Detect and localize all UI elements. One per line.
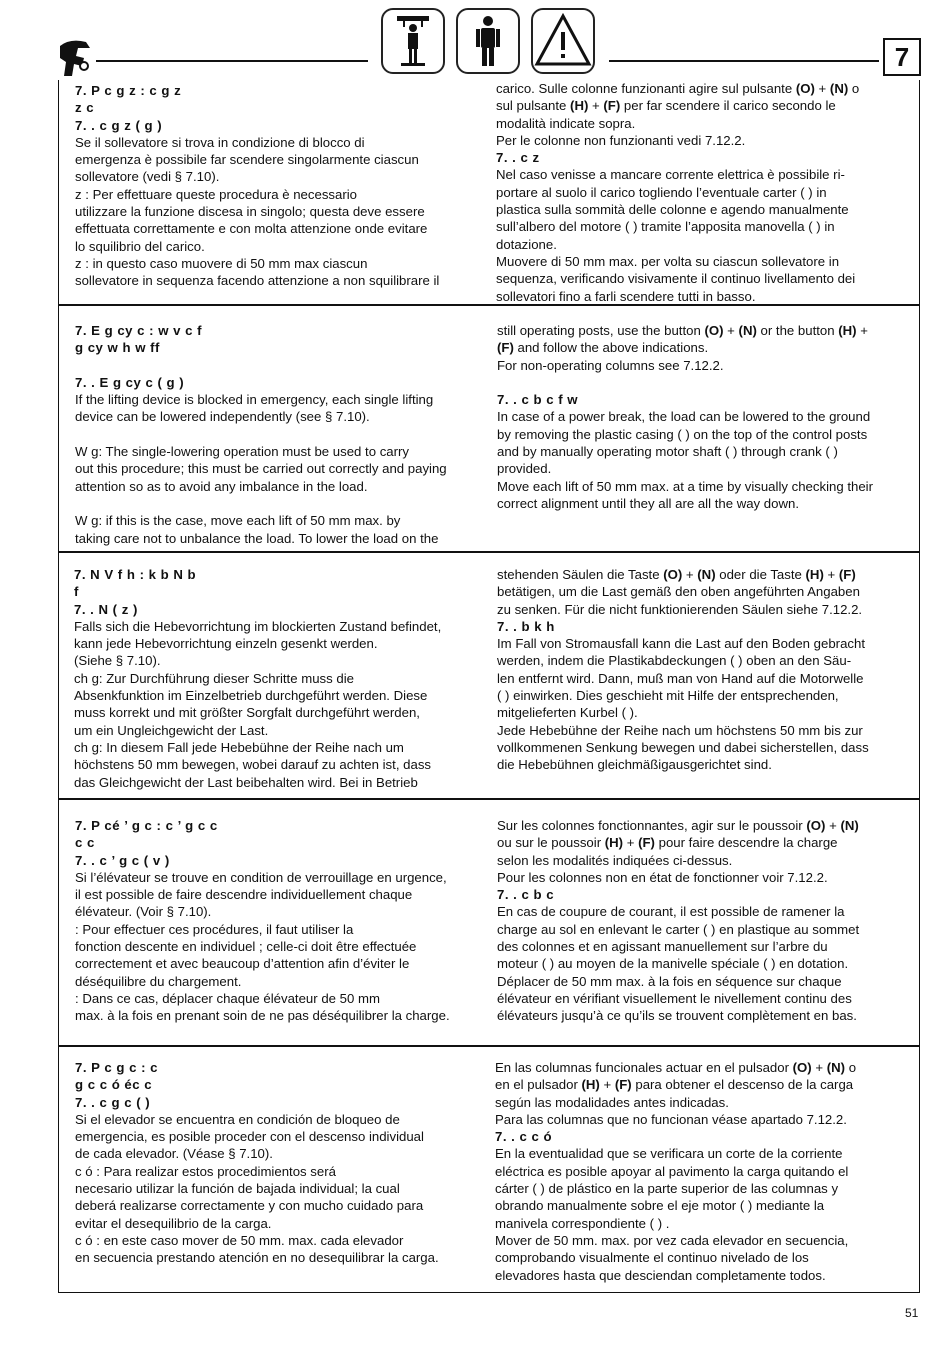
text-line: ch g: In diesem Fall jede Hebebühne der Reihe nach um bbox=[74, 739, 404, 755]
text-line: Sur les colonnes fonctionnantes, agir sur le poussoir (O) + (N) bbox=[497, 818, 859, 833]
text-line: Jede Hebebühne der Reihe nach um höchstens 50 mm bis zur bbox=[497, 722, 863, 738]
text-line: modalità indicate sopra. bbox=[496, 115, 636, 131]
subsection-heading: 7. . c c ó bbox=[495, 1129, 553, 1145]
text-line: um ein Ungleichgewicht der Last. bbox=[74, 722, 269, 738]
text-line: taking care not to unbalance the load. To lower the load on the bbox=[75, 530, 439, 546]
text-line: das Gleichgewicht der Last beibehalten wird. Bei in Betrieb bbox=[74, 774, 418, 790]
text-line: déséquilibre du chargement. bbox=[75, 973, 242, 989]
text-line: deberá realizarse correctamente y con mucho cuidado para bbox=[75, 1198, 424, 1214]
text-line: Se il sollevatore si trova in condizione di blocco di bbox=[75, 134, 365, 150]
text-line: il est possible de faire descendre individuellement chaque bbox=[75, 887, 413, 903]
subsection-heading: 7. . c g z ( g ) bbox=[75, 117, 163, 133]
section-french-left bbox=[75, 817, 450, 1025]
text-line: Per le colonne non funzionanti vedi 7.12.2. bbox=[496, 132, 746, 148]
section-heading: g cy w h w ff bbox=[75, 340, 160, 356]
text-line: manivela correspondiente ( ) . bbox=[495, 1215, 670, 1231]
text-line: correct alignment until they all are all the way down. bbox=[497, 495, 799, 511]
text-line: necesario utilizar la función de bajada individual; la cual bbox=[75, 1181, 400, 1197]
text-line: effettuata correttamente e con molta attenzione onde evitare bbox=[75, 221, 428, 237]
subsection-heading: 7. . N ( z ) bbox=[74, 601, 138, 617]
section-heading: 7. N V f h : k b N b bbox=[74, 567, 197, 582]
text-line: en el pulsador (H) + (F) para obtener el descenso de la carga bbox=[495, 1077, 854, 1093]
text-line: Absenkfunktion im Einzelbetrieb durchgeführt werden. Diese bbox=[74, 688, 428, 704]
text-line: zu senken. Für die nicht funktionierenden Säulen siehe 7.12.2. bbox=[497, 601, 863, 617]
text-line: emergencia, es posible proceder con el descenso individual bbox=[75, 1129, 424, 1145]
section-heading: g c c ó éc c bbox=[75, 1077, 153, 1093]
text-line: : Pour effectuer ces procédures, il faut utiliser la bbox=[75, 921, 354, 937]
section-spanish-right bbox=[495, 1059, 856, 1284]
text-line: Im Fall von Stromausfall kann die Last auf den Boden gebracht bbox=[497, 636, 866, 652]
text-line: ch g: Zur Durchführung dieser Schritte muss die bbox=[74, 670, 354, 686]
text-line: En cas de coupure de courant, il est possible de ramener la bbox=[497, 904, 845, 920]
text-line: Si l’élévateur se trouve en condition de verrouillage en urgence, bbox=[75, 869, 447, 885]
text-line: sollevatori fino a farli scendere tutti in basso. bbox=[496, 288, 756, 304]
text-line: sollevatore (vedi § 7.10). bbox=[75, 169, 220, 185]
text-line: según las modalidades antes indicadas. bbox=[495, 1094, 729, 1110]
subsection-heading: 7. . c ’ g c ( v ) bbox=[75, 852, 170, 868]
header-rule-left bbox=[96, 60, 368, 62]
text-line: Move each lift of 50 mm max. at a time by visually checking their bbox=[497, 478, 873, 494]
section-divider bbox=[58, 1045, 920, 1047]
text-line: (Siehe § 7.10). bbox=[74, 653, 161, 669]
section-divider bbox=[58, 798, 920, 800]
operator-icon bbox=[381, 8, 445, 74]
manufacturer-logo-icon bbox=[56, 36, 96, 78]
section-heading: 7. P cé ’ g c : c ’ g c c bbox=[75, 818, 218, 833]
text-line: utilizzare la funzione discesa in singolo; questa deve essere bbox=[75, 204, 425, 220]
text-line: Muovere di 50 mm max. per volta su ciascun sollevatore in bbox=[496, 253, 840, 269]
text-line: attention so as to avoid any imbalance in the load. bbox=[75, 478, 368, 494]
text-line: plastica sulla sommità delle colonne e agendo manualmente bbox=[496, 202, 849, 218]
person-icon bbox=[456, 8, 520, 74]
section-italian-right bbox=[496, 80, 859, 305]
text-line: If the lifting device is blocked in emergency, each single lifting bbox=[75, 392, 434, 408]
text-line: provided. bbox=[497, 461, 552, 477]
text-line: z : Per effettuare queste procedura è necessario bbox=[75, 186, 357, 202]
text-line: emergenza è possibile far scendere singolarmente ciascun bbox=[75, 152, 419, 168]
section-german-left bbox=[74, 566, 441, 791]
text-line: sul pulsante (H) + (F) per far scendere il carico secondo le bbox=[496, 98, 836, 114]
text-line: sequenza, verificando visivamente il continuo livellamento dei bbox=[496, 271, 856, 287]
text-line: ( ) einwirken. Dies geschieht mit Hilfe der entsprechenden, bbox=[497, 688, 839, 704]
text-line: werden, indem die Plastikabdeckungen ( ) oben an den Säu- bbox=[497, 653, 852, 669]
text-line: and by manually operating motor shaft ( ) through crank ( ) bbox=[497, 444, 838, 460]
section-heading: 7. E g cy c : w v c f bbox=[75, 323, 203, 338]
text-line: device can be lowered independently (see § 7.10). bbox=[75, 409, 370, 425]
text-line: sollevatore in sequenza facendo attenzione a non squilibrare il bbox=[75, 273, 440, 289]
text-line: die Hebebühnen gleichmäßigausgerichtet sind. bbox=[497, 757, 772, 773]
text-line: eléctrica es posible apoyar al pavimento la carga quitando el bbox=[495, 1163, 849, 1179]
text-line: ou sur le poussoir (H) + (F) pour faire descendre la charge bbox=[497, 835, 838, 851]
text-line: c ó : Para realizar estos procedimientos será bbox=[75, 1163, 336, 1179]
text-line: sull’albero del motore ( ) tramite l’apposita manovella ( ) in bbox=[496, 219, 835, 235]
text-line: fonction descente en individuel ; celle-ci doit être effectuée bbox=[75, 939, 417, 955]
section-german-right bbox=[497, 566, 869, 774]
text-line: evitar el desequilibrio de la carga. bbox=[75, 1215, 272, 1231]
text-line: kann jede Hebevorrichtung einzeln gesenkt werden. bbox=[74, 636, 378, 652]
subsection-heading: 7. . b k h bbox=[497, 618, 555, 634]
blank-line bbox=[75, 495, 447, 512]
section-italian-left bbox=[75, 82, 439, 290]
text-line: out this procedure; this must be carried out correctly and paying bbox=[75, 461, 447, 477]
text-line: For non-operating columns see 7.12.2. bbox=[497, 357, 724, 373]
text-line: Mover de 50 mm. max. por vez cada elevador en secuencia, bbox=[495, 1232, 849, 1248]
chapter-number: 7 bbox=[883, 38, 921, 76]
section-heading: c c bbox=[75, 835, 95, 851]
text-line: correctement et avec beaucoup d’attention afin d’éviter le bbox=[75, 956, 410, 972]
blank-line bbox=[75, 357, 447, 374]
section-heading: 7. P c g z : c g z bbox=[75, 83, 182, 98]
text-line: élévateurs jusqu’à ce qu’ils se trouvent complètement en bas. bbox=[497, 1008, 857, 1024]
text-line: dotazione. bbox=[496, 236, 557, 252]
text-line: by removing the plastic casing ( ) on the top of the control posts bbox=[497, 426, 868, 442]
text-line: Déplacer de 50 mm max. à la fois en séquence sur chaque bbox=[497, 973, 842, 989]
text-line: In case of a power break, the load can be lowered to the ground bbox=[497, 409, 871, 425]
section-heading: 7. P c g c : c bbox=[75, 1060, 158, 1075]
subsection-heading: 7. . c g c ( ) bbox=[75, 1094, 151, 1110]
text-line: : Dans ce cas, déplacer chaque élévateur de 50 mm bbox=[75, 990, 380, 1006]
blank-line bbox=[75, 426, 447, 443]
text-line: c ó : en este caso mover de 50 mm. max. cada elevador bbox=[75, 1232, 404, 1248]
text-line: mitgelieferten Kurbel ( ). bbox=[497, 705, 638, 721]
text-line: élévateur en vérifiant visuellement le nivellement continu des bbox=[497, 990, 852, 1006]
text-line: W g: if this is the case, move each lift of 50 mm max. by bbox=[75, 513, 401, 529]
subsection-heading: 7. . E g cy c ( g ) bbox=[75, 374, 185, 390]
text-line: betätigen, um die Last gemäß den oben angeführten Angaben bbox=[497, 584, 860, 600]
blank-line bbox=[497, 374, 873, 391]
text-line: moteur ( ) au moyen de la manivelle spéciale ( ) en dotation. bbox=[497, 956, 849, 972]
text-line: comprobando visualmente el continuo nivelado de los bbox=[495, 1250, 809, 1266]
text-line: de cada elevador. (Véase § 7.10). bbox=[75, 1146, 273, 1162]
text-line: z : in questo caso muovere di 50 mm max ciascun bbox=[75, 255, 368, 271]
text-line: en secuencia prestando atención en no desequilibrar la carga. bbox=[75, 1250, 439, 1266]
text-line: vollkommenen Senkung bewegen und dabei sicherstellen, dass bbox=[497, 739, 869, 755]
warning-icon bbox=[531, 8, 595, 74]
text-line: Falls sich die Hebevorrichtung im blockierten Zustand befindet, bbox=[74, 618, 442, 634]
text-line: portare al suolo il carico togliendo l’eventuale carter ( ) in bbox=[496, 184, 827, 200]
section-divider bbox=[58, 551, 920, 553]
subsection-heading: 7. . c b c bbox=[497, 887, 555, 903]
text-line: Para las columnas que no funcionan véase apartado 7.12.2. bbox=[495, 1111, 847, 1127]
text-line: höchstens 50 mm bewegen, wobei darauf zu achten ist, dass bbox=[74, 757, 432, 773]
text-line: Nel caso venisse a mancare corrente elettrica è possibile ri- bbox=[496, 167, 845, 183]
page-number: 51 bbox=[905, 1306, 919, 1320]
subsection-heading: 7. . c b c f w bbox=[497, 392, 579, 408]
section-spanish-left bbox=[75, 1059, 439, 1267]
text-line: Si el elevador se encuentra en condición de bloqueo de bbox=[75, 1111, 400, 1127]
text-line: cárter ( ) de plástico en la parte superior de las columnas y bbox=[495, 1181, 839, 1197]
text-line: des colonnes et en agissant manuellement sur l’arbre du bbox=[497, 939, 828, 955]
text-line: Pour les colonnes non en état de fonctionner voir 7.12.2. bbox=[497, 869, 828, 885]
text-line: charge au sol en enlevant le carter ( ) en plastique au sommet bbox=[497, 921, 860, 937]
section-english-right bbox=[497, 322, 873, 512]
subsection-heading: 7. . c z bbox=[496, 150, 540, 166]
text-line: still operating posts, use the button (O) + (N) or the button (H) + bbox=[497, 323, 868, 338]
section-heading: f bbox=[74, 584, 79, 600]
text-line: elevadores hasta que desciendan completamente todos. bbox=[495, 1267, 826, 1283]
text-line: En las columnas funcionales actuar en el pulsador (O) + (N) o bbox=[495, 1060, 857, 1075]
text-line: selon les modalités indiquées ci-dessus. bbox=[497, 852, 733, 868]
text-line: obrando manualmente sobre el eje motor ( ) mediante la bbox=[495, 1198, 825, 1214]
section-heading: z c bbox=[75, 100, 95, 116]
text-line: muss korrekt und mit größter Sorgfalt durchgeführt werden, bbox=[74, 705, 420, 721]
section-french-right bbox=[497, 817, 859, 1025]
text-line: carico. Sulle colonne funzionanti agire sul pulsante (O) + (N) o bbox=[496, 81, 860, 96]
text-line: stehenden Säulen die Taste (O) + (N) oder die Taste (H) + (F) bbox=[497, 567, 856, 582]
text-line: max. à la fois en prenant soin de ne pas déséquilibrer la charge. bbox=[75, 1008, 450, 1024]
text-line: len entfernt wird. Dann, muß man von Hand auf die Motorwelle bbox=[497, 670, 864, 686]
text-line: En la eventualidad que se verificara un corte de la corriente bbox=[495, 1146, 843, 1162]
section-english-left bbox=[75, 322, 447, 547]
text-line: W g: The single-lowering operation must be used to carry bbox=[75, 444, 410, 460]
text-line: élévateur. (Voir § 7.10). bbox=[75, 904, 212, 920]
text-line: (F) and follow the above indications. bbox=[497, 340, 709, 356]
header-rule-right bbox=[609, 60, 879, 62]
text-line: lo squilibrio del carico. bbox=[75, 238, 205, 254]
